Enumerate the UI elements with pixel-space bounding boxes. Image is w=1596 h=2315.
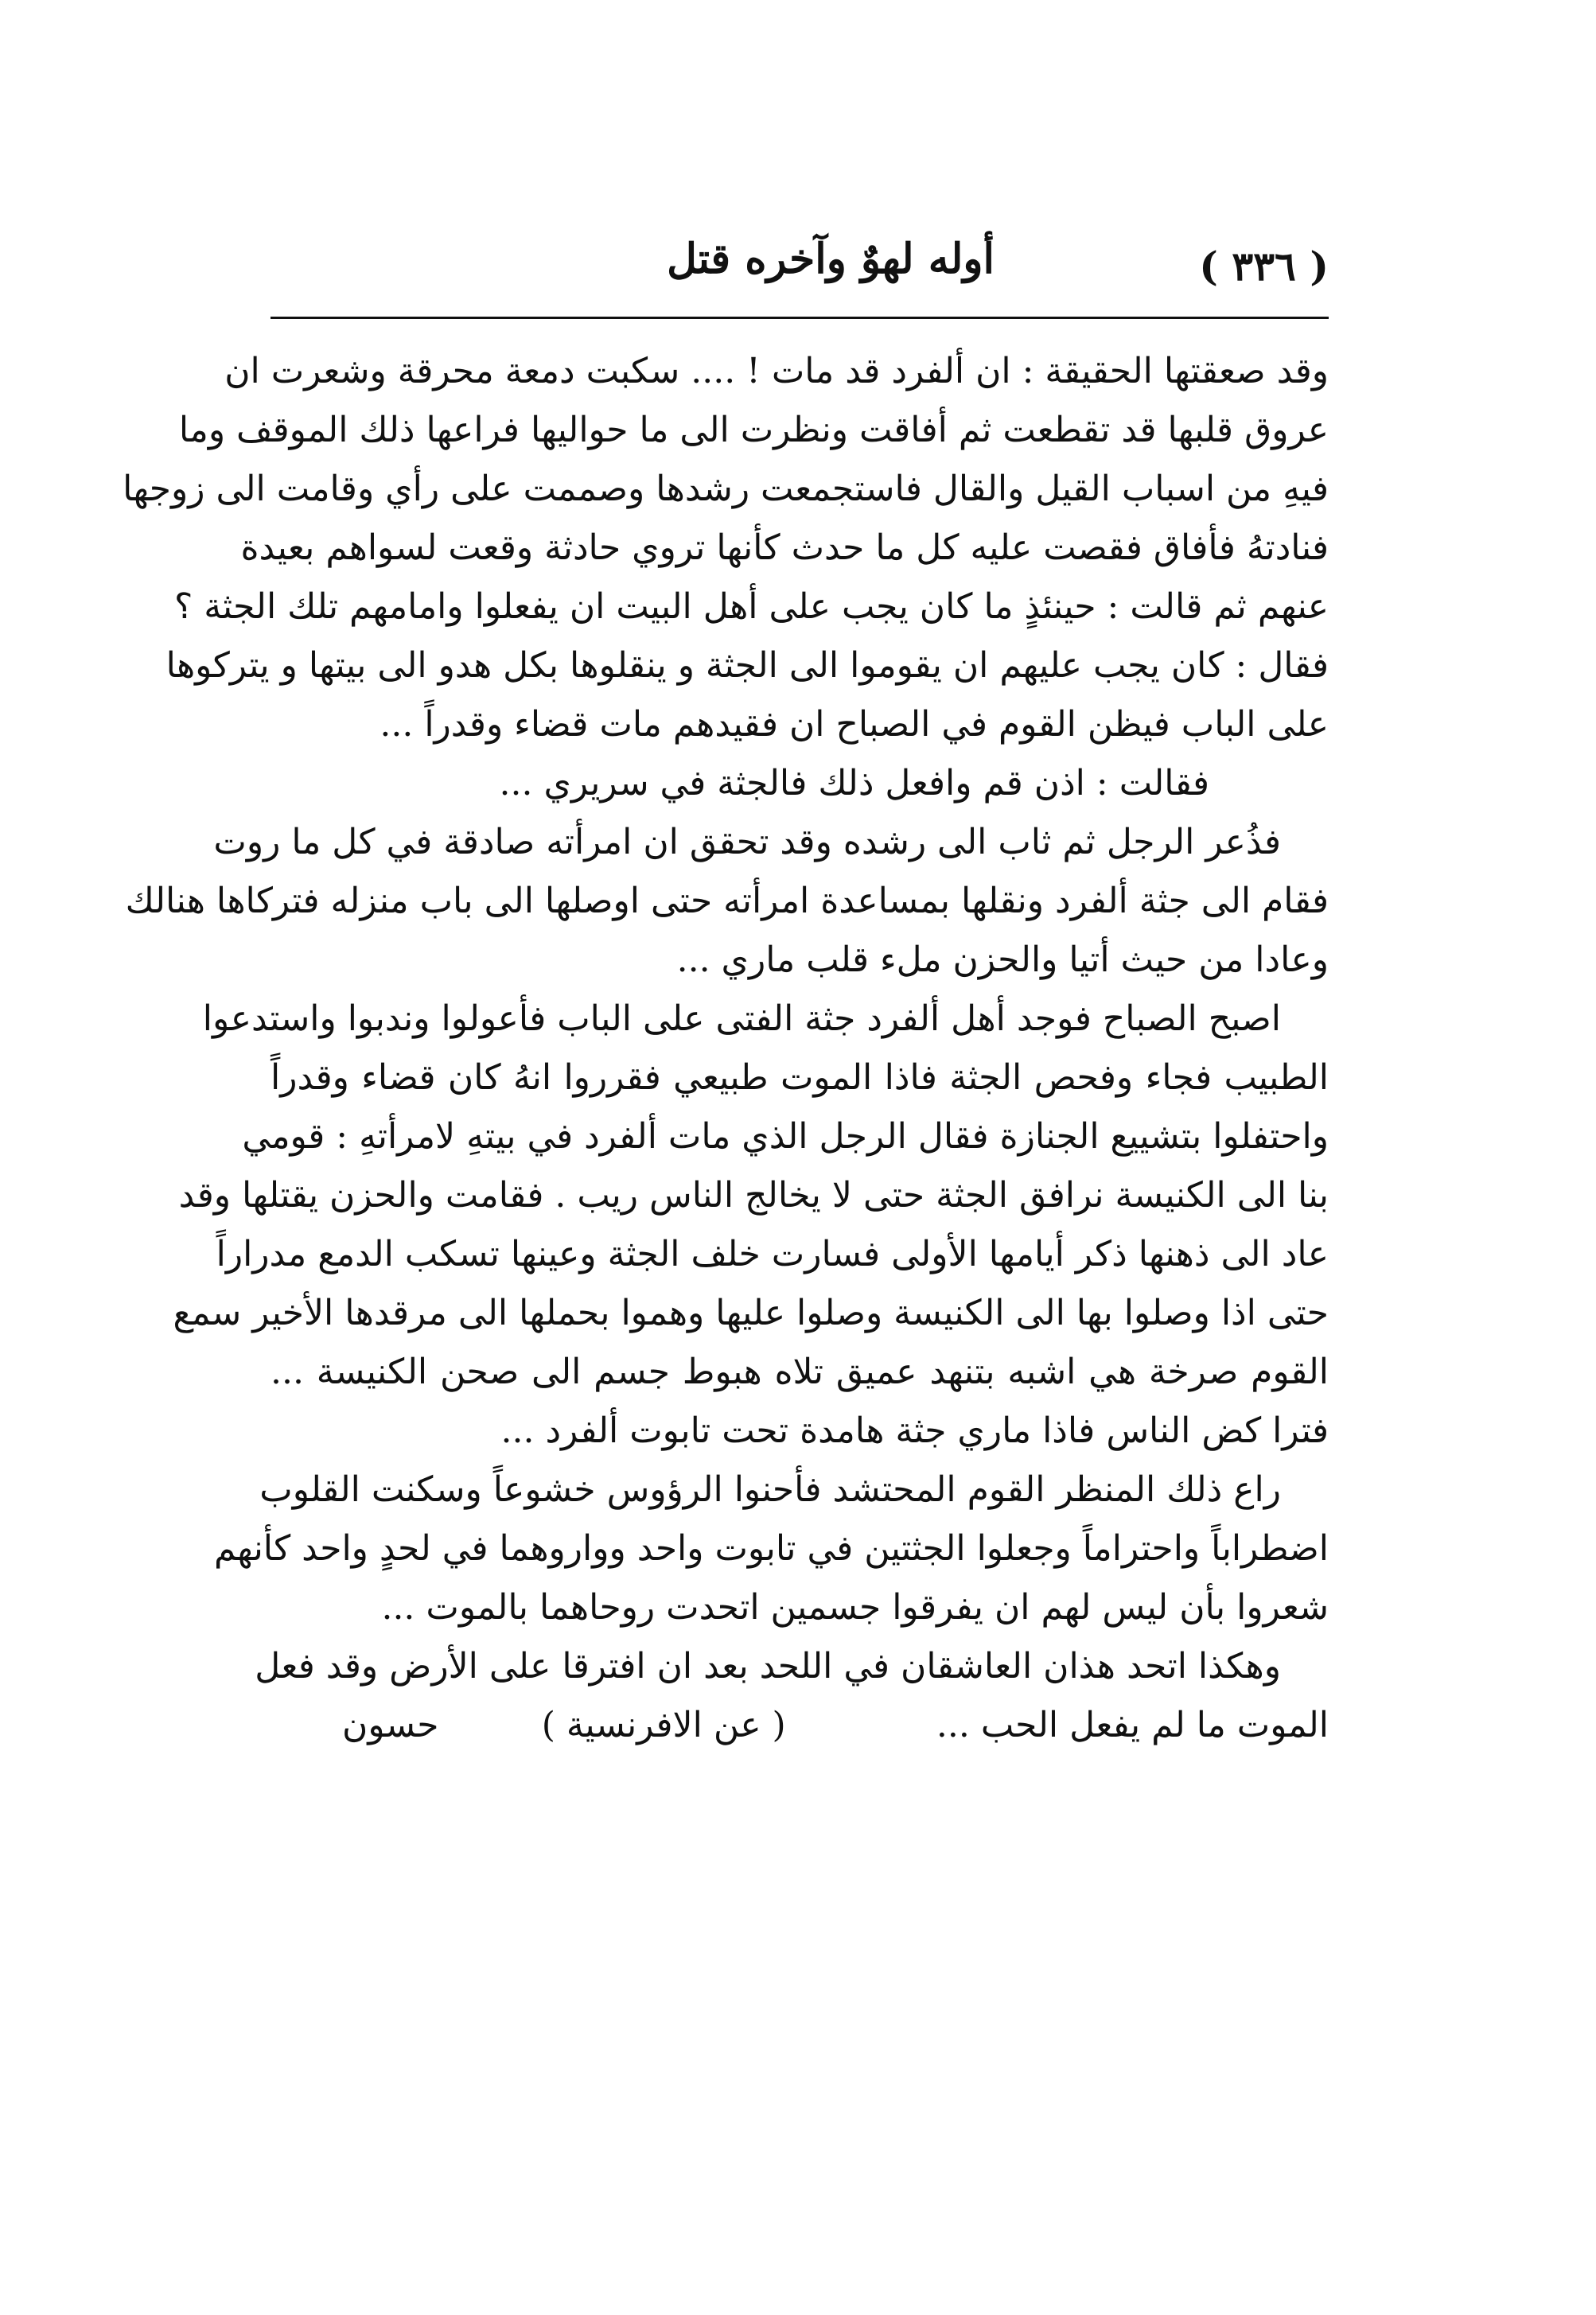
text-line: فقال : كان يجب عليهم ان يقوموا الى الجثة و ينقلوها بكل هدو الى بيتها و يتركوها xyxy=(165,645,1329,686)
text-line: وعادا من حيث أتيا والحزن ملء قلب ماري ... xyxy=(676,940,1329,980)
text-line: راع ذلك المنظر القوم المحتشد فأحنوا الرؤوس خشوعاً وسكنت القلوب xyxy=(259,1469,1281,1510)
source-note: ( عن الافرنسية ) xyxy=(541,1705,786,1745)
text-line: فيهِ من اسباب القيل والقال فاستجمعت رشدها وصممت على رأي وقامت الى زوجها xyxy=(123,469,1329,509)
text-line: اضطراباً واحتراماً وجعلوا الجثتين في تابوت واحد وواروهما في لحدٍ واحد كأنهم xyxy=(214,1528,1329,1569)
text-line: الطبيب فجاء وفحص الجثة فاذا الموت طبيعي فقرروا انهُ كان قضاء وقدراً xyxy=(271,1057,1329,1098)
text-line: فنادتهُ فأفاق فقصت عليه كل ما حدث كأنها تروي حادثة وقعت لسواهم بعيدة xyxy=(240,527,1329,568)
text-line: بنا الى الكنيسة نرافق الجثة حتى لا يخالج الناس ريب . فقامت والحزن يقتلها وقد xyxy=(178,1175,1329,1216)
text-line: واحتفلوا بتشييع الجنازة فقال الرجل الذي مات ألفرد في بيتهِ لامرأتهِ : قومي xyxy=(242,1116,1329,1157)
text-line: عروق قلبها قد تقطعت ثم أفاقت ونظرت الى ما حواليها فراعها ذلك الموقف وما xyxy=(178,410,1329,450)
text-line: عنهم ثم قالت : حينئذٍ ما كان يجب على أهل البيت ان يفعلوا وامامهم تلك الجثة ؟ xyxy=(173,586,1329,627)
final-line xyxy=(271,1696,1329,1755)
text-line: اصبح الصباح فوجد أهل ألفرد جثة الفتى على الباب فأعولوا وندبوا واستدعوا xyxy=(202,998,1281,1039)
body-text xyxy=(123,342,1329,1755)
text-line: حتى اذا وصلوا بها الى الكنيسة وصلوا عليها وهموا بحملها الى مرقدها الأخير سمع xyxy=(173,1293,1329,1333)
page-number: ( ٣٣٦ ) xyxy=(1199,243,1329,290)
text-line: وقد صعقتها الحقيقة : ان ألفرد قد مات ! .... سكبت دمعة محرقة وشعرت ان xyxy=(224,351,1329,391)
text-line: فقام الى جثة ألفرد ونقلها بمساعدة امرأته حتى اوصلها الى باب منزله فتركاها هنالك xyxy=(125,881,1329,921)
running-title: أوله لهوٌ وآخره قتل xyxy=(667,235,995,283)
text-line: وهكذا اتحد هذان العاشقان في اللحد بعد ان افترقا على الأرض وقد فعل xyxy=(255,1646,1281,1687)
text-line: فترا كض الناس فاذا ماري جثة هامدة تحت تابوت ألفرد ... xyxy=(500,1410,1329,1451)
page-header xyxy=(271,227,1329,306)
text-line: فقالت : اذن قم وافعل ذلك فالجثة في سريري ... xyxy=(499,763,1209,803)
text-line: القوم صرخة هي اشبه بتنهد عميق تلاه هبوط جسم الى صحن الكنيسة ... xyxy=(271,1352,1329,1392)
text-line: على الباب فيظن القوم في الصباح ان فقيدهم مات قضاء وقدراً ... xyxy=(380,704,1329,745)
header-divider xyxy=(271,317,1329,319)
final-line-text: الموت ما لم يفعل الحب ... xyxy=(936,1705,1329,1745)
text-line: فذُعر الرجل ثم ثاب الى رشده وقد تحقق ان امرأته صادقة في كل ما روت xyxy=(213,822,1281,862)
author-signature: حسون xyxy=(342,1705,439,1745)
text-line: شعروا بأن ليس لهم ان يفرقوا جسمين اتحدت روحاهما بالموت ... xyxy=(381,1587,1329,1628)
text-line: عاد الى ذهنها ذكر أيامها الأولى فسارت خلف الجثة وعينها تسكب الدمع مدراراً xyxy=(216,1234,1329,1274)
